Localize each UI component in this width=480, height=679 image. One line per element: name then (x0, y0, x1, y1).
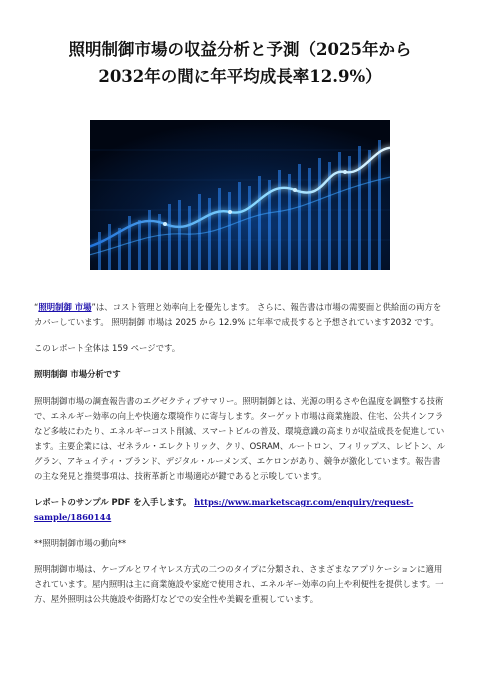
article-body (34, 300, 448, 618)
trends-paragraph: 照明制御市場は、ケーブルとワイヤレス方式の二つのタイプに分類され、さまざまなアプリケーションに適用されています。屋内照明は主に商業施設や家庭で使用され、エネルギー効率の向上や利便性を提供します。一方、屋外照明は公共施設や街路灯などでの安全性や美観を重視しています。 (34, 564, 444, 604)
intro-text: ”は、コスト管理と効率向上を優先します。 さらに、報告書は市場の需要面と供給面の両方をカバーしています。 照明制御 市場は 2025 から 12.9% に年率で成長すると予想されています2032 です。 (34, 302, 442, 327)
hero-growth-image (90, 120, 390, 270)
intro-open-quote: “ (34, 302, 39, 312)
trends-heading: **照明制御市場の動向** (34, 538, 127, 548)
glowing-growth-line-chart-image (90, 120, 390, 270)
market-keyword-link[interactable]: 照明制御 市場 (38, 302, 92, 312)
page-title (20, 36, 460, 90)
intro-paragraph (34, 300, 448, 330)
sample-request-line (34, 495, 448, 525)
title-line-2: 2032年の間に年平均成長率12.9%） (98, 67, 382, 86)
sample-request-link[interactable]: https://www.marketscagr.com/enquiry/request-sample/1860144 (34, 497, 414, 522)
analysis-heading: 照明制御 市場分析です (34, 369, 121, 379)
analysis-paragraph: 照明制御市場の調査報告書のエグゼクティブサマリー。照明制御とは、光源の明るさや色温度を調整する技術で、エネルギー効率の向上や快適な環境作りに寄与します。ターゲット市場は商業施設、住宅、公共インフラなど多岐にわたり、エネルギーコスト削減、スマートビルの普及、環境意識の高まりが収益成長を促進しています。主要企業には、ゼネラル・エレクトリック、クリ、OSRAM、ルートロン、フィリップス、レビトン、ルグラン、アキュイティ・ブランド、デジタル・ルーメンズ、エケロンがあり、競争が激化しています。報告書の主な発見と推奨事項は、技術革新と市場適応が鍵であると示唆しています。 (34, 396, 445, 481)
sample-request-label: レポートのサンプル PDF を入手します。 (34, 497, 192, 507)
page-count-text: このレポート全体は 159 ページです。 (34, 343, 181, 353)
title-line-1: 照明制御市場の収益分析と予測（2025年から (68, 40, 412, 59)
